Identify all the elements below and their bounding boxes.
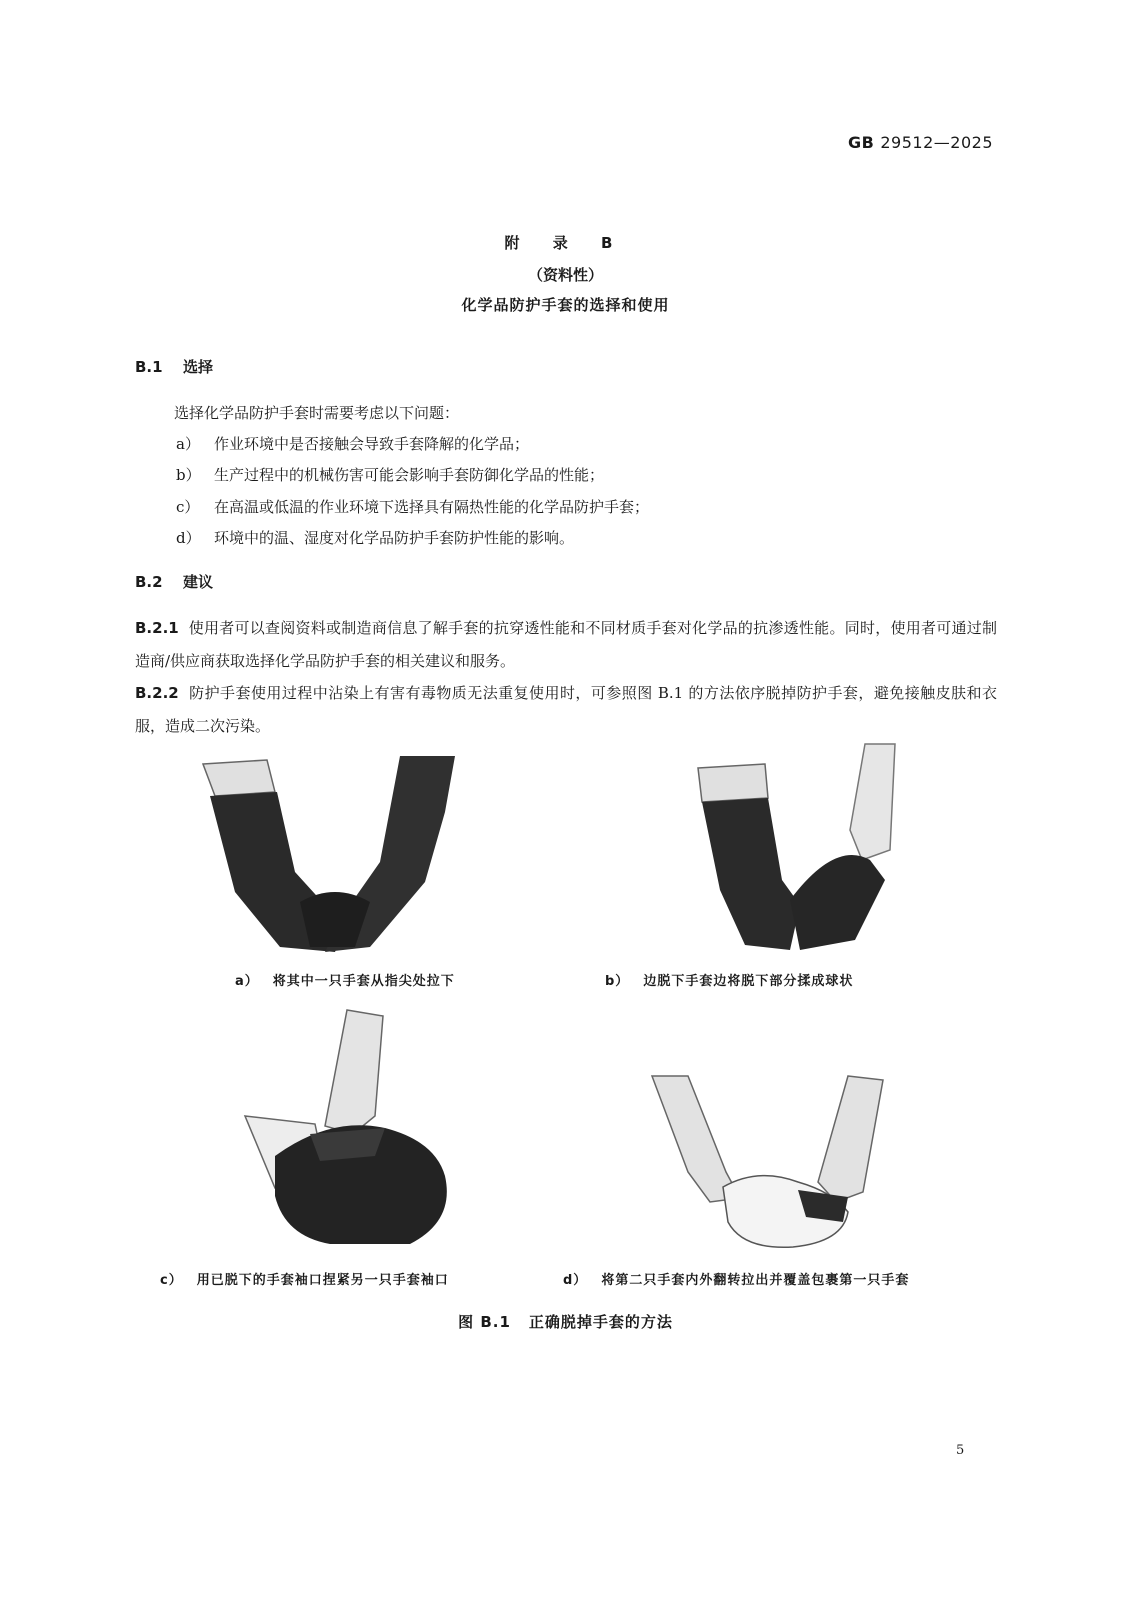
paragraph-b2-1: B.2.1 使用者可以查阅资料或制造商信息了解手套的抗穿透性能和不同材质手套对化学品的抗渗透性能。同时，使用者可通过制造商/供应商获取选择化学品防护手套的相关建议和服务。 bbox=[135, 619, 997, 670]
caption-panel-a: a） 将其中一只手套从指尖处拉下 bbox=[235, 974, 455, 989]
figure-panel-d-illustration bbox=[648, 1072, 908, 1252]
caption-panel-d: d） 将第二只手套内外翻转拉出并覆盖包裹第一只手套 bbox=[563, 1273, 910, 1288]
list-item: b） 生产过程中的机械伤害可能会影响手套防御化学品的性能； bbox=[176, 466, 605, 484]
standard-number: 29512—2025 bbox=[880, 133, 993, 152]
paragraph-b2-2: B.2.2 防护手套使用过程中沾染上有害有毒物质无法重复使用时，可参照图 B.1 的方法依序脱掉防护手套，避免接触皮肤和衣服，造成二次污染。 bbox=[135, 684, 997, 735]
caption-panel-b: b） 边脱下手套边将脱下部分揉成球状 bbox=[605, 974, 854, 989]
figure-panel-a-illustration bbox=[195, 752, 465, 958]
section-b1-intro: 选择化学品防护手套时需要考虑以下问题： bbox=[174, 404, 460, 422]
list-item: d） 环境中的温、湿度对化学品防护手套防护性能的影响。 bbox=[176, 529, 575, 547]
figure-panel-b-illustration bbox=[690, 740, 900, 958]
annex-title: 附 录 B bbox=[504, 234, 627, 252]
caption-panel-c: c） 用已脱下的手套袖口捏紧另一只手套袖口 bbox=[160, 1273, 449, 1288]
figure-title: 图 B.1 正确脱掉手套的方法 bbox=[458, 1313, 673, 1331]
section-b2-heading: B.2 建议 bbox=[135, 573, 214, 591]
list-item: a） 作业环境中是否接触会导致手套降解的化学品； bbox=[176, 435, 530, 453]
list-item: c） 在高温或低温的作业环境下选择具有隔热性能的化学品防护手套； bbox=[176, 498, 650, 516]
page-number: 5 bbox=[956, 1443, 965, 1458]
figure-panel-c-illustration bbox=[235, 1006, 485, 1251]
standard-code: GB 29512—2025 bbox=[847, 133, 993, 152]
annex-heading: 化学品防护手套的选择和使用 bbox=[461, 296, 670, 314]
section-b1-heading: B.1 选择 bbox=[135, 358, 214, 376]
annex-nature: （资料性） bbox=[527, 266, 603, 284]
